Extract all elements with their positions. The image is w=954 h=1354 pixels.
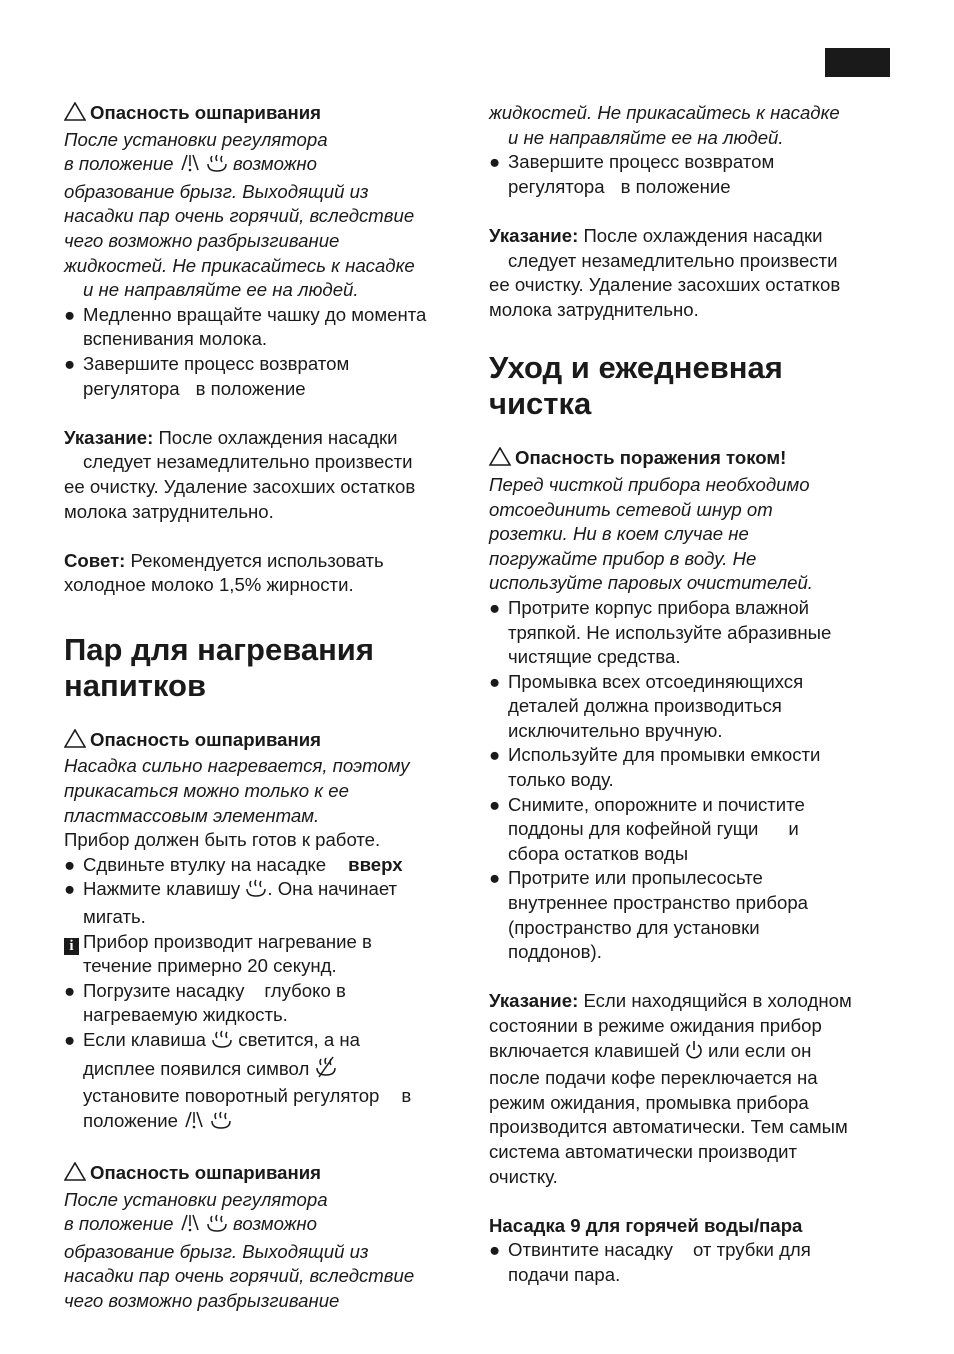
list-item: ● Сдвиньте втулку на насадке вверх — [64, 853, 468, 878]
note-text: молока затруднительно. — [64, 500, 274, 522]
bullet-icon: ● — [64, 1029, 76, 1050]
power-icon — [685, 1040, 703, 1067]
warning-triangle-icon — [489, 447, 511, 473]
list-item: ● Погрузите насадку глубоко в нагреваемую жидкость. — [64, 979, 346, 1026]
warning-text: в положение возможно — [64, 152, 468, 180]
section-heading: Уход и ежедневная — [489, 350, 783, 386]
warning-text: После установки регулятора — [64, 128, 328, 150]
bullet-icon: ● — [489, 793, 501, 815]
warning-text: и не направляйте ее на людей. — [508, 126, 784, 148]
bullet-icon: ● — [64, 303, 76, 325]
note-text: включается клавишей или если он — [489, 1039, 893, 1067]
steam-icon — [206, 1213, 228, 1240]
bullet-icon: ● — [489, 867, 501, 889]
section-heading: напитков — [64, 667, 207, 703]
warning-text: После установки регулятора — [64, 1188, 328, 1210]
right-column — [489, 101, 893, 1288]
note-paragraph: Указание: Если находящийся в холодном — [489, 990, 852, 1012]
warning-text: прикасаться можно только к ее — [64, 780, 349, 802]
note-text: ее очистку. Удаление засохших остатков — [489, 274, 841, 296]
warning-title: Опасность ошпаривания — [90, 102, 322, 123]
bullet-icon: ● — [64, 352, 76, 374]
no-steam-icon — [315, 1056, 337, 1085]
tip-text: холодное молоко 1,5% жирности. — [64, 574, 354, 596]
note-paragraph: Указание: После охлаждения насадки — [64, 426, 398, 448]
warning-text: отсоединить сетевой шнур от — [489, 498, 773, 520]
bullet-icon: ● — [489, 596, 501, 618]
warning-heading — [64, 728, 468, 755]
subsection-heading: Насадка 9 для горячей воды/пара — [489, 1214, 803, 1236]
warning-text: жидкостей. Не прикасайтесь к насадке — [64, 254, 415, 276]
note-text: ее очистку. Удаление засохших остатков — [64, 475, 416, 497]
list-item: ● Отвинтите насадку от трубки для подачи пара. — [489, 1239, 811, 1285]
note-text: производится автоматически. Тем самым — [489, 1116, 848, 1138]
warning-title: Опасность ошпаривания — [90, 1161, 322, 1183]
splash-icon — [179, 153, 201, 180]
page-tab-marker — [825, 48, 890, 77]
warning-text: в положение возможно — [64, 1212, 468, 1240]
info-icon: i — [64, 930, 83, 955]
note-text: состоянии в режиме ожидания прибор — [489, 1015, 822, 1036]
warning-text: погружайте прибор в воду. Не — [489, 547, 757, 569]
bullet-icon: ● — [64, 979, 76, 1001]
warning-text: насадки пар очень горячий, вследствие — [64, 1265, 415, 1287]
tip-paragraph: Совет: Рекомендуется использовать — [64, 549, 384, 571]
list-item: ● Снимите, опорожните и почистите поддоны для кофейной гущи и сбора остатков воды — [489, 793, 805, 864]
section-heading: Пар для нагревания — [64, 631, 374, 667]
warning-heading — [64, 1161, 468, 1188]
list-item: ● Протрите или пропылесосьте внутреннее пространство прибора (пространство для установки поддонов). — [489, 867, 808, 963]
list-item: ● Завершите процесс возвратом регулятора в положение — [489, 151, 775, 197]
warning-triangle-icon — [64, 102, 86, 128]
note-text: после подачи кофе переключается на — [489, 1067, 818, 1089]
steam-icon — [211, 1029, 233, 1056]
list-item: ● Протрите корпус прибора влажной тряпкой. Не используйте абразивные чистящие средства. — [489, 596, 832, 668]
splash-icon — [179, 1213, 201, 1240]
warning-text: чего возможно разбрызгивание — [64, 229, 340, 251]
bullet-icon: ● — [489, 151, 501, 173]
bullet-icon: ● — [64, 853, 76, 875]
bullet-icon: ● — [489, 1239, 501, 1261]
warning-text: пластмассовым элементам. — [64, 804, 320, 826]
note-text: молока затруднительно. — [489, 298, 699, 320]
splash-icon — [183, 1110, 205, 1137]
list-item: ● Нажмите клавишу . Она начинает мигать. — [64, 878, 398, 928]
list-item: ● Медленно вращайте чашку до момента вспенивания молока. — [64, 303, 427, 350]
warning-text: используйте паровых очистителей. — [489, 572, 813, 594]
list-item: ● Используйте для промывки емкости только воду. — [489, 744, 821, 791]
warning-heading — [64, 101, 468, 128]
warning-text: образование брызг. Выходящий из — [64, 1240, 369, 1262]
warning-text: чего возможно разбрызгивание — [64, 1289, 340, 1311]
warning-heading — [489, 446, 893, 473]
section-heading: чистка — [489, 386, 592, 422]
warning-text: образование брызг. Выходящий из — [64, 180, 369, 202]
note-text: режим ожидания, промывка прибора — [489, 1091, 809, 1113]
note-text: очистку. — [489, 1165, 558, 1187]
list-item: ● Завершите процесс возвратом регулятора в положение — [64, 352, 350, 399]
left-column — [64, 101, 468, 1314]
bullet-icon: ● — [489, 670, 501, 692]
steam-icon — [245, 878, 267, 905]
warning-text: жидкостей. Не прикасайтесь к насадке — [489, 102, 840, 123]
warning-text: Насадка сильно нагревается, поэтому — [64, 755, 410, 777]
warning-text: Перед чисткой прибора необходимо — [489, 473, 810, 495]
note-paragraph: Указание: После охлаждения насадки — [489, 224, 823, 246]
warning-title: Опасность поражения током! — [515, 447, 787, 469]
steam-icon — [210, 1110, 232, 1137]
bullet-icon: ● — [64, 878, 76, 900]
list-item: ● Промывка всех отсоединяющихся деталей должна производиться исключительно вручную. — [489, 670, 804, 741]
warning-title: Опасность ошпаривания — [90, 728, 322, 750]
warning-text: розетки. Ни в коем случае не — [489, 523, 749, 545]
info-item: i Прибор производит нагревание в течение примерно 20 секунд. — [64, 930, 468, 979]
note-text: следует незамедлительно произвести — [508, 249, 838, 271]
warning-triangle-icon — [64, 729, 86, 755]
warning-text: и не направляйте ее на людей. — [83, 279, 359, 301]
bullet-icon: ● — [489, 744, 501, 766]
steam-icon — [206, 153, 228, 180]
note-text: следует незамедлительно произвести — [83, 451, 413, 473]
note-text: система автоматически производит — [489, 1140, 798, 1162]
warning-triangle-icon — [64, 1162, 86, 1188]
warning-text: насадки пар очень горячий, вследствие — [64, 205, 415, 227]
body-text: Прибор должен быть готов к работе. — [64, 829, 381, 851]
list-item: ● Если клавиша светится, а на дисплее появился символ установите поворотный регулятор в положение — [64, 1028, 468, 1136]
